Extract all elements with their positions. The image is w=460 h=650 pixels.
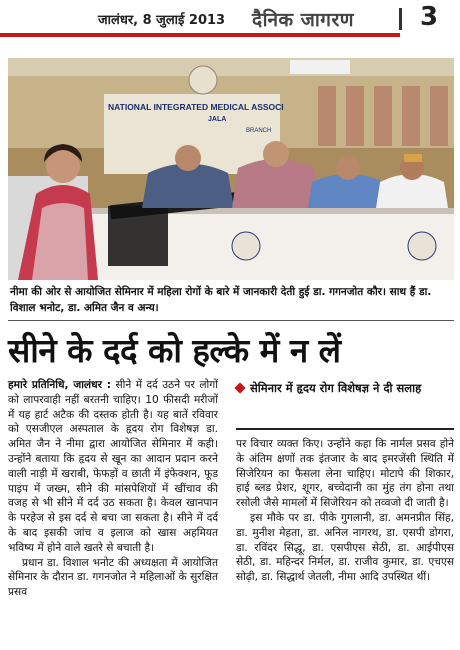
article-text: सीने में दर्द उठने पर लोगों को लापरवाही नहीं बरतनी चाहिए। 10 फीसदी मरीजों में यह हार्ट अटैक की दस्तक होती है। यह बातें रविवार को एसजीएल अस्पताल के हृदय रोग विशेषज्ञ डा. अमित जैन ने नीमा द्वारा आयोजित सेमिनार में कही। उन्होंने बताया कि हृदय से खून का आदान प्रदान करने वाली नाड़ी में खराबी, फेफड़ों व छाती में इंफेक्शन, फूड पाइप में जख्म, सीने की मांसपेशियों में खींचाव की वजह से भी सीने में दर्द उठ सकता है। केवल खानपान के परहेज से इस दर्द से बचा जा सकता है। सीने में दर्द के बाद इसकी जांच व इलाज को खास अहमियत भविष्य में होने वाले खतरे से बचाती है। (8, 379, 218, 554)
banner-title: NATIONAL INTEGRATED MEDICAL ASSOCI (108, 102, 284, 112)
bullet-diamond-icon (234, 382, 245, 393)
banner-branch: BRANCH (246, 128, 272, 134)
photo-caption: नीमा की ओर से आयोजित सेमिनार में महिला रोगों के बारे में जानकारी देती हुई डा. गगनजोत कौर। साथ हैं डा. विशाल भनोट, डा. अमित जैन व अन्य। (8, 281, 454, 321)
article-column-1 (8, 378, 218, 648)
headline: सीने के दर्द को हल्के में न लें (8, 331, 341, 370)
article-paragraph: प्रधान डा. विशाल भनोट की अध्यक्षता में आयोजित सेमिनार के दौरान डा. गगनजोत ने महिलाओं के सुरक्षित प्रसव (8, 556, 218, 599)
header-red-rule (0, 33, 400, 37)
byline: हमारे प्रतिनिधि, जालंधर : (8, 379, 111, 391)
subheadline (236, 380, 454, 434)
article-paragraph (8, 378, 218, 556)
subheadline-text: सेमिनार में हृदय रोग विशेषज्ञ ने दी सलाह (250, 381, 422, 395)
issue-date: जालंधर, 8 जुलाई 2013 (98, 13, 226, 28)
banner-subtitle: JALA (208, 116, 227, 123)
article-paragraph: पर विचार व्यक्त किए। उन्होंने कहा कि नार्मल प्रसव होने के अंतिम क्षणों तक इंतजार के बाद इमरजेंसी स्थिति में सिजेरियन का फैसला लेना चाहिए। मोटापे की शिकार, हाई ब्लड प्रेशर, शूगर, बच्चेदानी का मुंह तंग होना तथा रसोली जैसे मामलों में सिजेरियन को तव्वजो दी जाती है। (236, 438, 454, 510)
article-column-2 (236, 437, 454, 647)
seminar-photo-illustration (8, 58, 454, 280)
page-header (0, 0, 460, 40)
newspaper-name: दैनिक जागरण (252, 9, 354, 31)
subheadline-rule (236, 428, 454, 430)
article-paragraph: इस मौके पर डा. पीके गुगलानी, डा. अमनप्रीत सिंह, डा. मुनीश मेहता, डा. अनिल नागरथ, डा. एसपी डोगरा, डा. रविंदर सिद्धू, डा. एसपीएस सेठी, डा. आईपीएस सेठी, डा. महिन्दर निर्मल, डा. राजीव कुमार, डा. एचएस सोढ़ी, डा. सिद्धार्थ जेतली, नीमा आदि उपस्थित थीं। (236, 511, 454, 584)
header-divider (399, 8, 402, 30)
page-number: 3 (420, 2, 439, 32)
news-photo (8, 58, 454, 280)
